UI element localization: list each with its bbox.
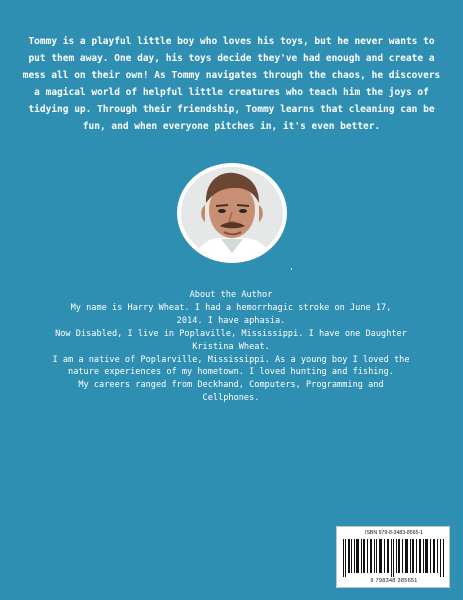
author-bio-line: Now Disabled, I live in Poplaville, Mississippi. I have one Daughter (55, 328, 407, 339)
book-blurb: Tommy is a playful little boy who loves his toys, but he never wants to put them away. One day, his toys decide they've had enough and create a mess all on their own! As Tommy navigates through the chaos, he discovers a magical world of helpful little creatures who teach him the joys of tidying up. Through their friendship, Tommy learns that cleaning can be fun, and when everyone pitches in, it's even better. (22, 36, 441, 132)
author-bio-line: nature experiences of my hometown. I loved hunting and fishing. (68, 367, 394, 378)
author-photo (181, 167, 283, 259)
isbn-label: ISBN 979-8-3483-8565-1 (365, 530, 423, 536)
author-bio-line: Cellphones. (202, 393, 260, 404)
author-bio-line: I am a native of Poplarville, Mississippi. As a young boy I loved the (52, 354, 410, 365)
isbn-barcode (336, 526, 450, 588)
barcode-bars (343, 539, 445, 577)
author-bio-line: 2014. I have aphasia. (176, 315, 286, 326)
tiny-mark (291, 268, 292, 270)
about-author-heading: About the Author (189, 290, 273, 300)
about-author-section (22, 289, 440, 405)
author-bio-line: My careers ranged from Deckhand, Computers, Programming and (78, 380, 384, 391)
author-bio-line: My name is Harry Wheat. I had a hemorrhagic stroke on June 17, (70, 302, 392, 313)
barcode-digits: 9 798348 385651 (370, 578, 418, 584)
author-bio-line: Kristina Wheat. (192, 341, 270, 352)
